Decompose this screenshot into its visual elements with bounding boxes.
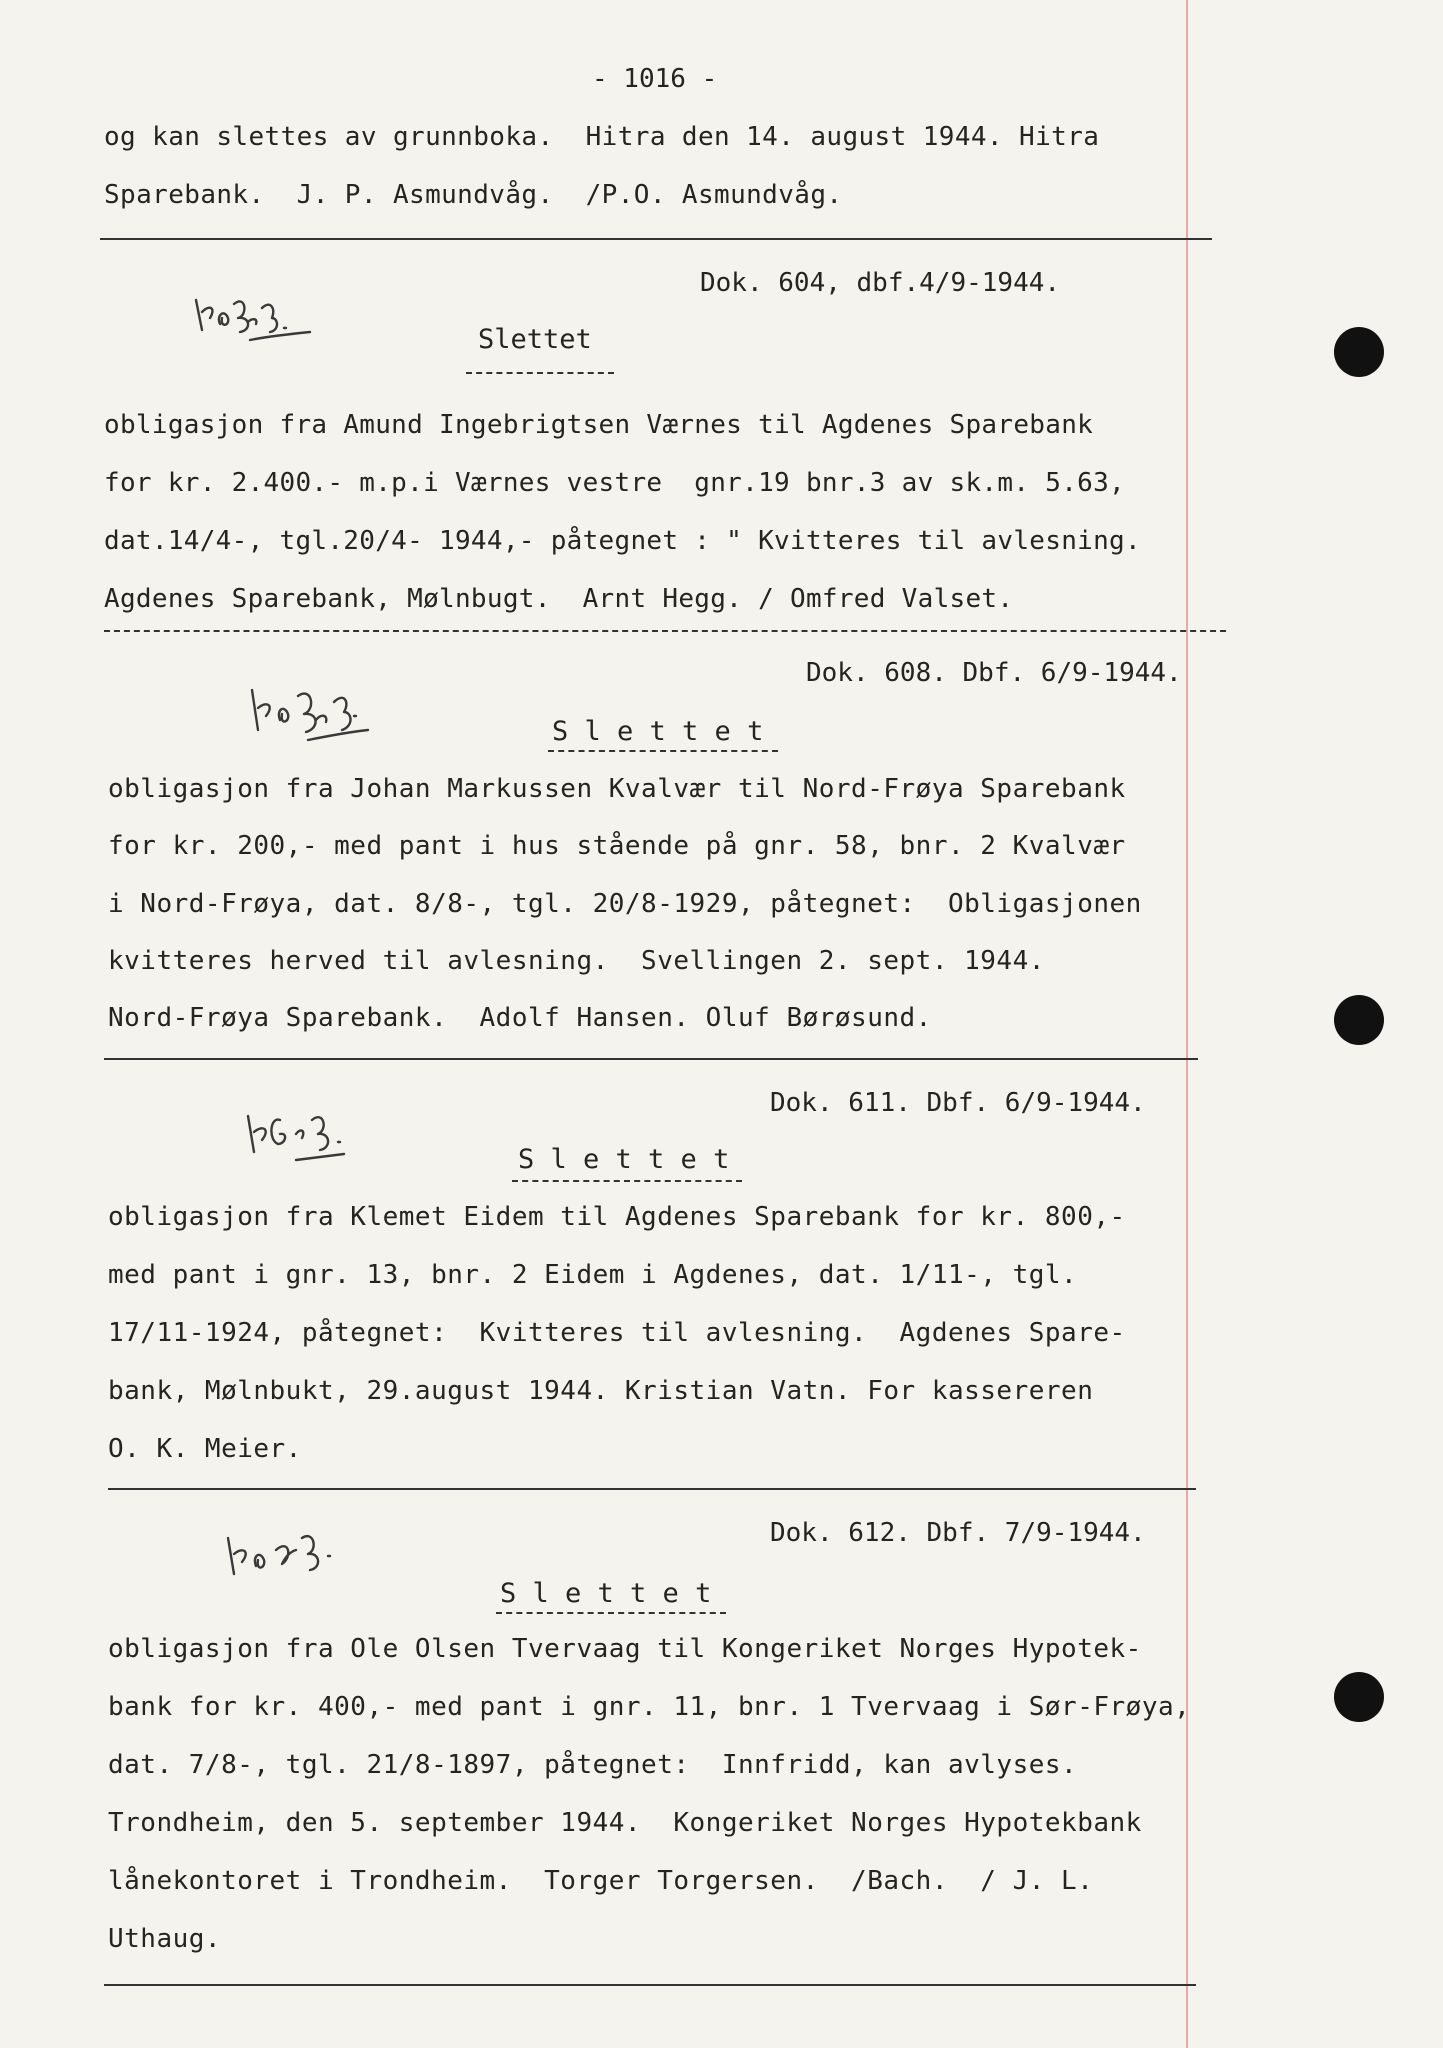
entry-line: bank, Mølnbukt, 29.august 1944. Kristian Vatn. For kassereren bbox=[108, 1376, 1094, 1406]
entry-line: i Nord-Frøya, dat. 8/8-, tgl. 20/8-1929, påtegnet: Obligasjonen bbox=[108, 889, 1142, 919]
entry-line: obligasjon fra Amund Ingebrigtsen Værnes til Agdenes Sparebank bbox=[104, 410, 1094, 440]
entry-line: med pant i gnr. 13, bnr. 2 Eidem i Agdenes, dat. 1/11-, tgl. bbox=[108, 1260, 1078, 1290]
entry-line: lånekontoret i Trondheim. Torger Torgersen. /Bach. / J. L. bbox=[108, 1866, 1094, 1896]
entry-line: kvitteres herved til avlesning. Svellingen 2. sept. 1944. bbox=[108, 946, 1045, 976]
document-reference: Dok. 611. Dbf. 6/9-1944. bbox=[770, 1088, 1146, 1118]
heading-underline bbox=[496, 1612, 726, 1614]
entry-separator bbox=[104, 630, 1226, 632]
entry-separator bbox=[104, 1984, 1196, 1986]
entry-separator bbox=[104, 1058, 1198, 1060]
entry-line: Uthaug. bbox=[108, 1924, 222, 1954]
handwritten-annotation bbox=[244, 660, 434, 750]
entry-line: bank for kr. 400,- med pant i gnr. 11, bnr. 1 Tvervaag i Sør-Frøya, bbox=[108, 1692, 1191, 1722]
entry-separator bbox=[108, 1488, 1196, 1490]
punch-hole-middle bbox=[1334, 995, 1384, 1045]
heading-underline bbox=[512, 1180, 742, 1182]
entry-line: dat.14/4-, tgl.20/4- 1944,- påtegnet : " Kvitteres til avlesning. bbox=[104, 526, 1141, 556]
handwritten-annotation bbox=[220, 1508, 400, 1588]
handwritten-annotation bbox=[190, 278, 370, 348]
document-reference: Dok. 608. Dbf. 6/9-1944. bbox=[806, 658, 1182, 688]
intro-line: Sparebank. J. P. Asmundvåg. /P.O. Asmundvåg. bbox=[104, 180, 843, 210]
entry-line: obligasjon fra Johan Markussen Kvalvær til Nord-Frøya Sparebank bbox=[108, 774, 1126, 804]
entry-line: Trondheim, den 5. september 1944. Kongeriket Norges Hypotekbank bbox=[108, 1808, 1142, 1838]
entry-separator bbox=[100, 238, 1212, 240]
page-number: - 1016 - bbox=[592, 64, 718, 94]
heading-underline bbox=[548, 750, 778, 752]
punch-hole-top bbox=[1334, 327, 1384, 377]
entry-line: Agdenes Sparebank, Mølnbugt. Arnt Hegg. / Omfred Valset. bbox=[104, 584, 1014, 614]
entry-heading: Slettet bbox=[478, 324, 592, 355]
entry-line: 17/11-1924, påtegnet: Kvitteres til avlesning. Agdenes Spare- bbox=[108, 1318, 1126, 1348]
punch-hole-bottom bbox=[1334, 1672, 1384, 1722]
entry-line: dat. 7/8-, tgl. 21/8-1897, påtegnet: Innfridd, kan avlyses. bbox=[108, 1750, 1078, 1780]
document-reference: Dok. 604, dbf.4/9-1944. bbox=[700, 268, 1061, 298]
entry-heading: S l e t t e t bbox=[518, 1144, 730, 1175]
entry-line: for kr. 2.400.- m.p.i Værnes vestre gnr.19 bnr.3 av sk.m. 5.63, bbox=[104, 468, 1126, 498]
entry-line: obligasjon fra Klemet Eidem til Agdenes Sparebank for kr. 800,- bbox=[108, 1202, 1126, 1232]
entry-line: for kr. 200,- med pant i hus stående på gnr. 58, bnr. 2 Kvalvær bbox=[108, 831, 1126, 861]
document-reference: Dok. 612. Dbf. 7/9-1944. bbox=[770, 1518, 1146, 1548]
handwritten-annotation bbox=[240, 1090, 420, 1170]
heading-underline bbox=[466, 372, 614, 374]
entry-line: O. K. Meier. bbox=[108, 1434, 302, 1464]
entry-line: Nord-Frøya Sparebank. Adolf Hansen. Oluf Børøsund. bbox=[108, 1003, 932, 1033]
entry-line: obligasjon fra Ole Olsen Tvervaag til Kongeriket Norges Hypotek- bbox=[108, 1634, 1142, 1664]
intro-line: og kan slettes av grunnboka. Hitra den 14. august 1944. Hitra bbox=[104, 122, 1100, 152]
entry-heading: S l e t t e t bbox=[552, 716, 764, 747]
entry-heading: S l e t t e t bbox=[500, 1578, 712, 1609]
red-margin-line bbox=[1186, 0, 1188, 2048]
